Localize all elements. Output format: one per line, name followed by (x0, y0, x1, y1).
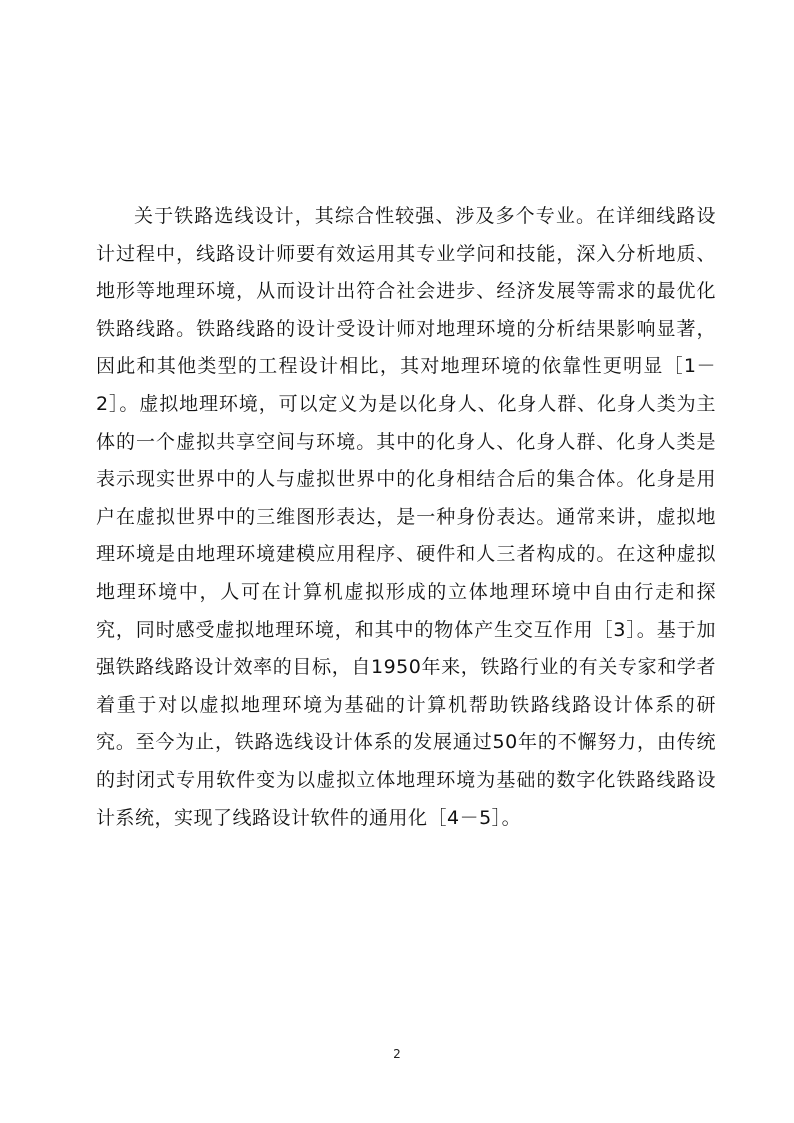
body-paragraph: 关于铁路选线设计，其综合性较强、涉及多个专业。在详细线路设计过程中，线路设计师要有效运用其专业学问和技能，深入分析地质、地形等地理环境，从而设计出符合社会进步、经济发展等需求的最优化铁路线路。铁路线路的设计受设计师对地理环境的分析结果影响显著，因此和其他类型的工程设计相比，其对地理环境的依靠性更明显［1－2］。虚拟地理环境，可以定义为是以化身人、化身人群、化身人类为主体的一个虚拟共享空间与环境。其中的化身人、化身人群、化身人类是表示现实世界中的人与虚拟世界中的化身相结合后的集合体。化身是用户在虚拟世界中的三维图形表达，是一种身份表达。通常来讲，虚拟地理环境是由地理环境建模应用程序、硬件和人三者构成的。在这种虚拟地理环境中，人可在计算机虚拟形成的立体地理环境中自由行走和探究，同时感受虚拟地理环境，和其中的物体产生交互作用［3］。基于加强铁路线路设计效率的目标，自1950年来，铁路行业的有关专家和学者着重于对以虚拟地理环境为基础的计算机帮助铁路线路设计体系的研究。至今为止，铁路选线设计体系的发展通过50年的不懈努力，由传统的封闭式专用软件变为以虚拟立体地理环境为基础的数字化铁路线路设计系统，实现了线路设计软件的通用化［4－5］。 (96, 205, 716, 829)
body-text-block (96, 198, 716, 837)
page-number: 2 (393, 1047, 401, 1061)
